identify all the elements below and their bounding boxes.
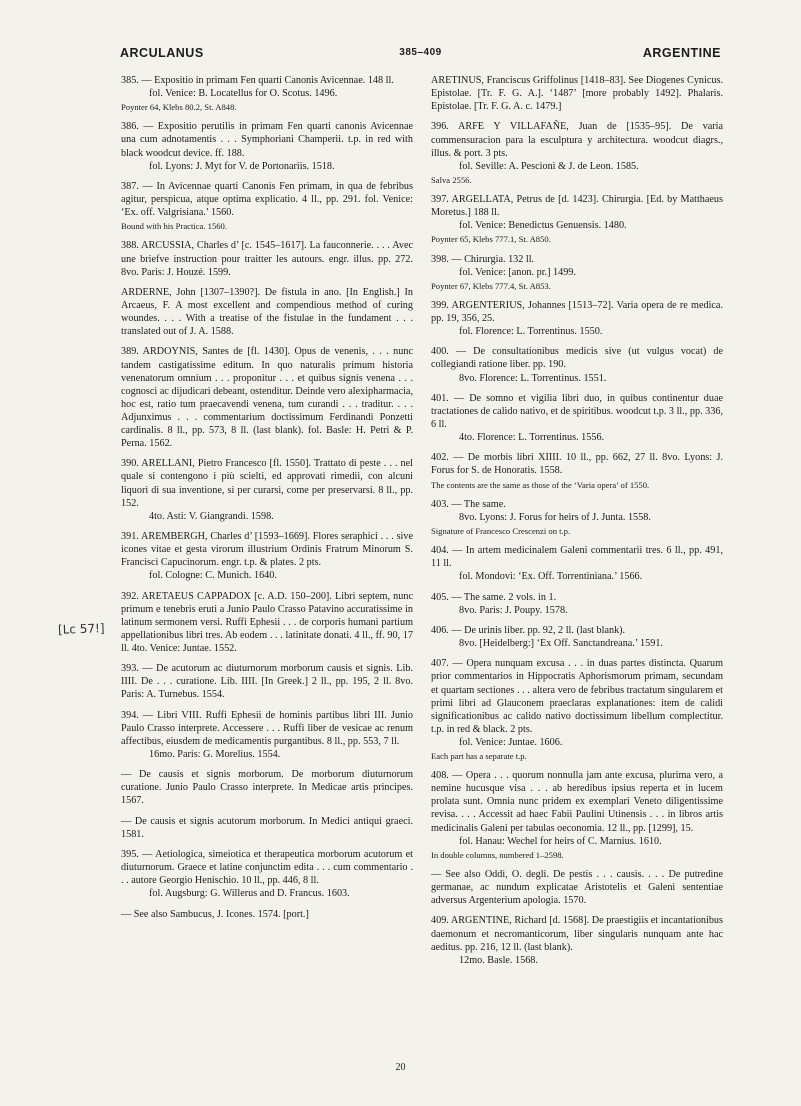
entry-text: 401. — De somno et vigilia libri duo, in quibus continentur duae tractationes de calido nativo, et de spiritibus. woodcut t.p. 3 ll., pp. 336, 6 ll.: [431, 392, 723, 430]
entry-text: 409. ARGENTINE, Richard [d. 1568]. De praestigiis et incantationibus daemonum et necromanticorum, liber singularis nunquam ante hac aeditus. pp. 216, 12 ll. (last blank).: [431, 915, 723, 953]
catalog-entry: [431, 451, 723, 490]
imprint-line: 8vo. [Heidelberg:] ‘Ex Off. Sanctandreana.’ 1591.: [459, 638, 663, 650]
entry-text: 386. — Expositio perutilis in primam Fen quarti canonis Avicennae una cum adnotamentis . . . Symphoriani Champerii. t.p. in red with black woodcut device. ff. 188.: [121, 121, 413, 159]
entry-text: 391. AREMBERGH, Charles d’ [1593–1669]. Flores seraphici . . . sive icones vitae et gesta virorum illustrium Ordinis Fratrum Minorum S. Francisci Capucinorum. engr. t.p. & plates. 2 pts.: [121, 531, 413, 569]
entry-text: — See also Sambucus, J. Icones. 1574. [port.]: [121, 908, 309, 920]
header-right: ARGENTINE: [642, 46, 721, 60]
entry-text: 403. — The same.: [431, 498, 506, 510]
header-left: ARCULANUS: [120, 46, 204, 60]
catalog-entry: [121, 239, 413, 278]
imprint-line: fol. Venice: B. Locatellus for O. Scotus. 1496.: [149, 88, 338, 100]
catalog-entry: [121, 345, 413, 450]
imprint-line: fol. Venice: [anon. pr.] 1499.: [459, 266, 576, 278]
catalog-entry: [431, 769, 723, 861]
catalog-entry: [431, 868, 723, 907]
entry-text: 404. — In artem medicinalem Galeni commentarii tres. 6 ll., pp. 491, 11 ll.: [431, 545, 723, 570]
entry-note: Poynter 67, Klebs 777.4, St. A853.: [431, 280, 551, 291]
entry-text: 405. — The same. 2 vols. in 1.: [431, 591, 557, 603]
running-header: [120, 46, 721, 64]
entry-text: ARDERNE, John [1307–1390?]. De fistula in ano. [In English.] In Arcaeus, F. A most excellent and compendious method of curing woundes. . . . With a treatise of the fistulae in the fundament . . . translated out of J. A. 1588.: [121, 286, 413, 338]
entry-text: 396. ARFE Y VILLAFAÑE, Juan de [1535–95]. De varia commensuracion para la esculptura y architectura. woodcut diagrs., illus. & port. 3 pts.: [431, 121, 723, 159]
entry-note: Signature of Francesco Crescenzi on t.p.: [431, 525, 571, 536]
catalog-entry: [121, 709, 413, 761]
catalog-entry: [121, 530, 413, 582]
catalog-entry: [431, 392, 723, 444]
imprint-line: 8vo. Lyons: J. Forus for heirs of J. Junta. 1558.: [459, 511, 651, 523]
entry-text: 402. — De morbis libri XIIII. 10 ll., pp. 662, 27 ll. 8vo. Lyons: J. Forus for S. de Honoratis. 1558.: [431, 452, 723, 477]
imprint-line: fol. Venice: Benedictus Genuensis. 1480.: [459, 220, 627, 232]
catalog-entry: [121, 768, 413, 807]
entry-text: ARETINUS, Franciscus Griffolinus [1418–83]. See Diogenes Cynicus. Epistolae. [Tr. F. G. A.]. ‘1487’ [more probably 1492]. Phalaris. Epistolae. [Tr. F. G. A. c. 1479.]: [431, 75, 723, 113]
catalog-entry: [121, 120, 413, 172]
entry-note: Each part has a separate t.p.: [431, 751, 527, 761]
catalog-entry: [431, 299, 723, 338]
entry-note: The contents are the same as those of the ‘Varia opera’ of 1550.: [431, 479, 650, 490]
catalog-entry: [431, 120, 723, 185]
entry-text: — See also Oddi, O. degli. De pestis . . . causis. . . . De putredine germanae, ac nundum explicatae Aristotelis et Galeni sententiae adversus Argenterium apologia. 1570.: [431, 868, 723, 907]
entry-text: 388. ARCUSSIA, Charles d’ [c. 1545–1617]. La fauconnerie. . . . Avec une briefve instruction pour traitter les autours. engr. illus. pp. 272. 8vo. Paris: J. Houzé. 1599.: [121, 240, 413, 278]
imprint-line: 16mo. Paris: G. Morelius. 1554.: [149, 749, 281, 760]
entry-text: 393. — De acutorum ac diuturnorum morborum causis et signis. Lib. IIII. De . . . curatione. Lib. IIII. [In Greek.] 2 ll., pp. 195, 2 ll. 8vo. Paris: A. Turnebus. 1554.: [121, 663, 413, 701]
entry-text: 387. — In Avicennae quarti Canonis Fen primam, in qua de febribus agitur, perspicua, atque optima explicatio. 4 ll., pp. 291. fol. Venice: ‘Ex. off. Valgrisiana.’ 1560.: [121, 180, 413, 219]
entry-text: 389. ARDOYNIS, Santes de [fl. 1430]. Opus de venenis, . . . nunc tandem castigatissime editum. In quo naturalis primum historia venenatorum omnium . . . proponitur . . . et quibus signis venena . . . cognosci ac dijudicari debeant, ostenditur. Deinde vero alexipharmacia, hoc est, ratio tum praecavendi venena, tum curandi . . . traditur. . . . Adjunximus . . . commentarium doctissimum Ferdinandi Ponzetti cardinalis. 8 ll., pp. 573, 8 ll. (last blank). fol. Basle: H. Petri & P. Perna. 1562.: [121, 346, 413, 450]
imprint-line: fol. Augsburg: G. Willerus and D. Francus. 1603.: [149, 888, 350, 900]
entry-text: 385. — Expositio in primam Fen quarti Canonis Avicennae. 148 ll.: [121, 75, 394, 86]
imprint-line: fol. Hanau: Wechel for heirs of C. Marnius. 1610.: [459, 835, 662, 847]
imprint-line: 4to. Florence: L. Torrentinus. 1556.: [459, 432, 605, 444]
catalog-entry: [121, 848, 413, 900]
catalog-entry: [431, 498, 723, 537]
page-number: 20: [395, 1062, 406, 1073]
entry-note: Poynter 65, Klebs 777.1, St. A850.: [431, 234, 551, 245]
imprint-line: 8vo. Florence: L. Torrentinus. 1551.: [459, 372, 607, 384]
entry-note: In double columns, numbered 1–2598.: [431, 849, 564, 860]
catalog-entry: [121, 180, 413, 232]
catalog-entry: [121, 286, 413, 338]
entry-text: 398. — Chirurgia. 132 ll.: [431, 253, 535, 265]
entry-text: 408. — Opera . . . quorum nonnulla jam ante excusa, plurima vero, a nemine hucusque visa . . . ab heredibus ipsius reperta et in lucem prolata sunt. Omnia nunc pridem ex exemplari Veneto diligentissime revisa. . . . Accessit ad haec Fabii Paulini Utinensis . . . in libros artis medicinalis Galeni per tabulas oeconomia. 12 ll., pp. [1299], 15.: [431, 770, 723, 834]
catalog-entry: [431, 193, 723, 245]
imprint-line: fol. Seville: A. Pescioni & J. de Leon. 1585.: [459, 160, 639, 172]
catalog-entry: [121, 662, 413, 701]
entry-note: Bound with his Practica. 1560.: [121, 221, 227, 232]
entry-text: — De causis et signis morborum. De morborum diuturnorum curatione. Junio Paulo Crasso interprete. In Medicae artis principes. 1567.: [121, 769, 413, 807]
catalog-entry: [121, 74, 413, 113]
imprint-line: fol. Mondovi: ‘Ex. Off. Torrentiniana.’ 1566.: [459, 571, 643, 583]
imprint-line: fol. Venice: Juntae. 1606.: [459, 736, 563, 748]
margin-annotation: [Lc 57!]: [57, 621, 105, 637]
entry-text: 390. ARELLANI, Pietro Francesco [fl. 1550]. Trattato di peste . . . nel quale si contengono i più scielti, ed approvati rimedii, con alcuni liquori di sua inventione, sì per curarsi, come per preservarsi. 8 ll., pp. 152.: [121, 458, 413, 509]
header-center: 385–409: [399, 47, 442, 58]
catalog-entry: [431, 345, 723, 384]
catalog-entry: [431, 657, 723, 762]
imprint-line: 4to. Asti: V. Giangrandi. 1598.: [149, 510, 274, 522]
imprint-line: fol. Florence: L. Torrentinus. 1550.: [459, 326, 603, 338]
catalog-entry: [121, 457, 413, 522]
entry-text: 392. ARETAEUS CAPPADOX [c. A.D. 150–200]. Libri septem, nunc primum e tenebris eruti a Junio Paulo Crasso Patavino accuratissime in latinum sermonem versi. Ruffi Ephesii . . . de corporis humani partium appellationibus libri tres. Ab eodem . . . latinitate donati. 4 ll., ff. 90, 17 ll. 4to. Venice: Juntae. 1552.: [121, 590, 413, 654]
entry-note: Salva 2556.: [431, 174, 472, 185]
left-column: [121, 74, 413, 928]
right-column: [431, 74, 723, 974]
catalog-entry: [431, 544, 723, 583]
imprint-line: 8vo. Paris: J. Poupy. 1578.: [459, 604, 568, 616]
catalog-entry: [431, 914, 723, 966]
imprint-line: fol. Cologne: C. Munich. 1640.: [149, 570, 277, 582]
catalog-entry: [121, 590, 413, 655]
entry-text: 407. — Opera nunquam excusa . . . in duas partes distincta. Quarum prior commentarios in Hippocratis Aphorismorum primam, secundam et quartam sectiones . . . altera vero de febribus tractatum singularem et primi libri ad Glauconem praeclaras explanationes: item de calidi significationibus ac calido nativo doctissimum libellum complectitur. t.p. in red & black. 2 pts.: [431, 658, 723, 735]
entry-note: Poynter 64, Klebs 80.2, St. A848.: [121, 102, 237, 113]
entry-text: 399. ARGENTERIUS, Johannes [1513–72]. Varia opera de re medica. pp. 19, 356, 25.: [431, 299, 723, 324]
catalog-entry: [121, 815, 413, 841]
catalog-entry: [431, 74, 723, 113]
entry-text: 394. — Libri VIII. Ruffi Ephesii de hominis partibus libri III. Junio Paulo Crasso interprete. Accessere . . . Ruffi liber de vesicae ac renum affectibus, eiusdem de medicamentis purgantibus. 8 ll., pp. 553, 7 ll.: [121, 709, 413, 747]
entry-text: 400. — De consultationibus medicis sive (ut vulgus vocat) de collegiandi ratione liber. pp. 190.: [431, 346, 723, 371]
catalog-entry: [431, 591, 723, 617]
entry-text: 395. — Aetiologica, simeiotica et therapeutica morborum acutorum et diuturnorum. Graece et latine conjunctim edita . . . cum commentario . . . autore Georgio Henischio. 10 ll., pp. 446, 8 ll.: [121, 849, 413, 887]
imprint-line: fol. Lyons: J. Myt for V. de Portonariis. 1518.: [149, 160, 335, 172]
entry-text: 397. ARGELLATA, Petrus de [d. 1423]. Chirurgia. [Ed. by Matthaeus Moretus.] 188 ll.: [431, 194, 723, 219]
entry-text: — De causis et signis acutorum morborum. In Medici antiqui graeci. 1581.: [121, 815, 413, 840]
imprint-line: 12mo. Basle. 1568.: [459, 954, 538, 966]
catalog-entry: [431, 624, 723, 650]
entry-text: 406. — De urinis liber. pp. 92, 2 ll. (last blank).: [431, 624, 626, 636]
catalog-entry: [121, 908, 413, 921]
catalog-entry: [431, 253, 723, 292]
